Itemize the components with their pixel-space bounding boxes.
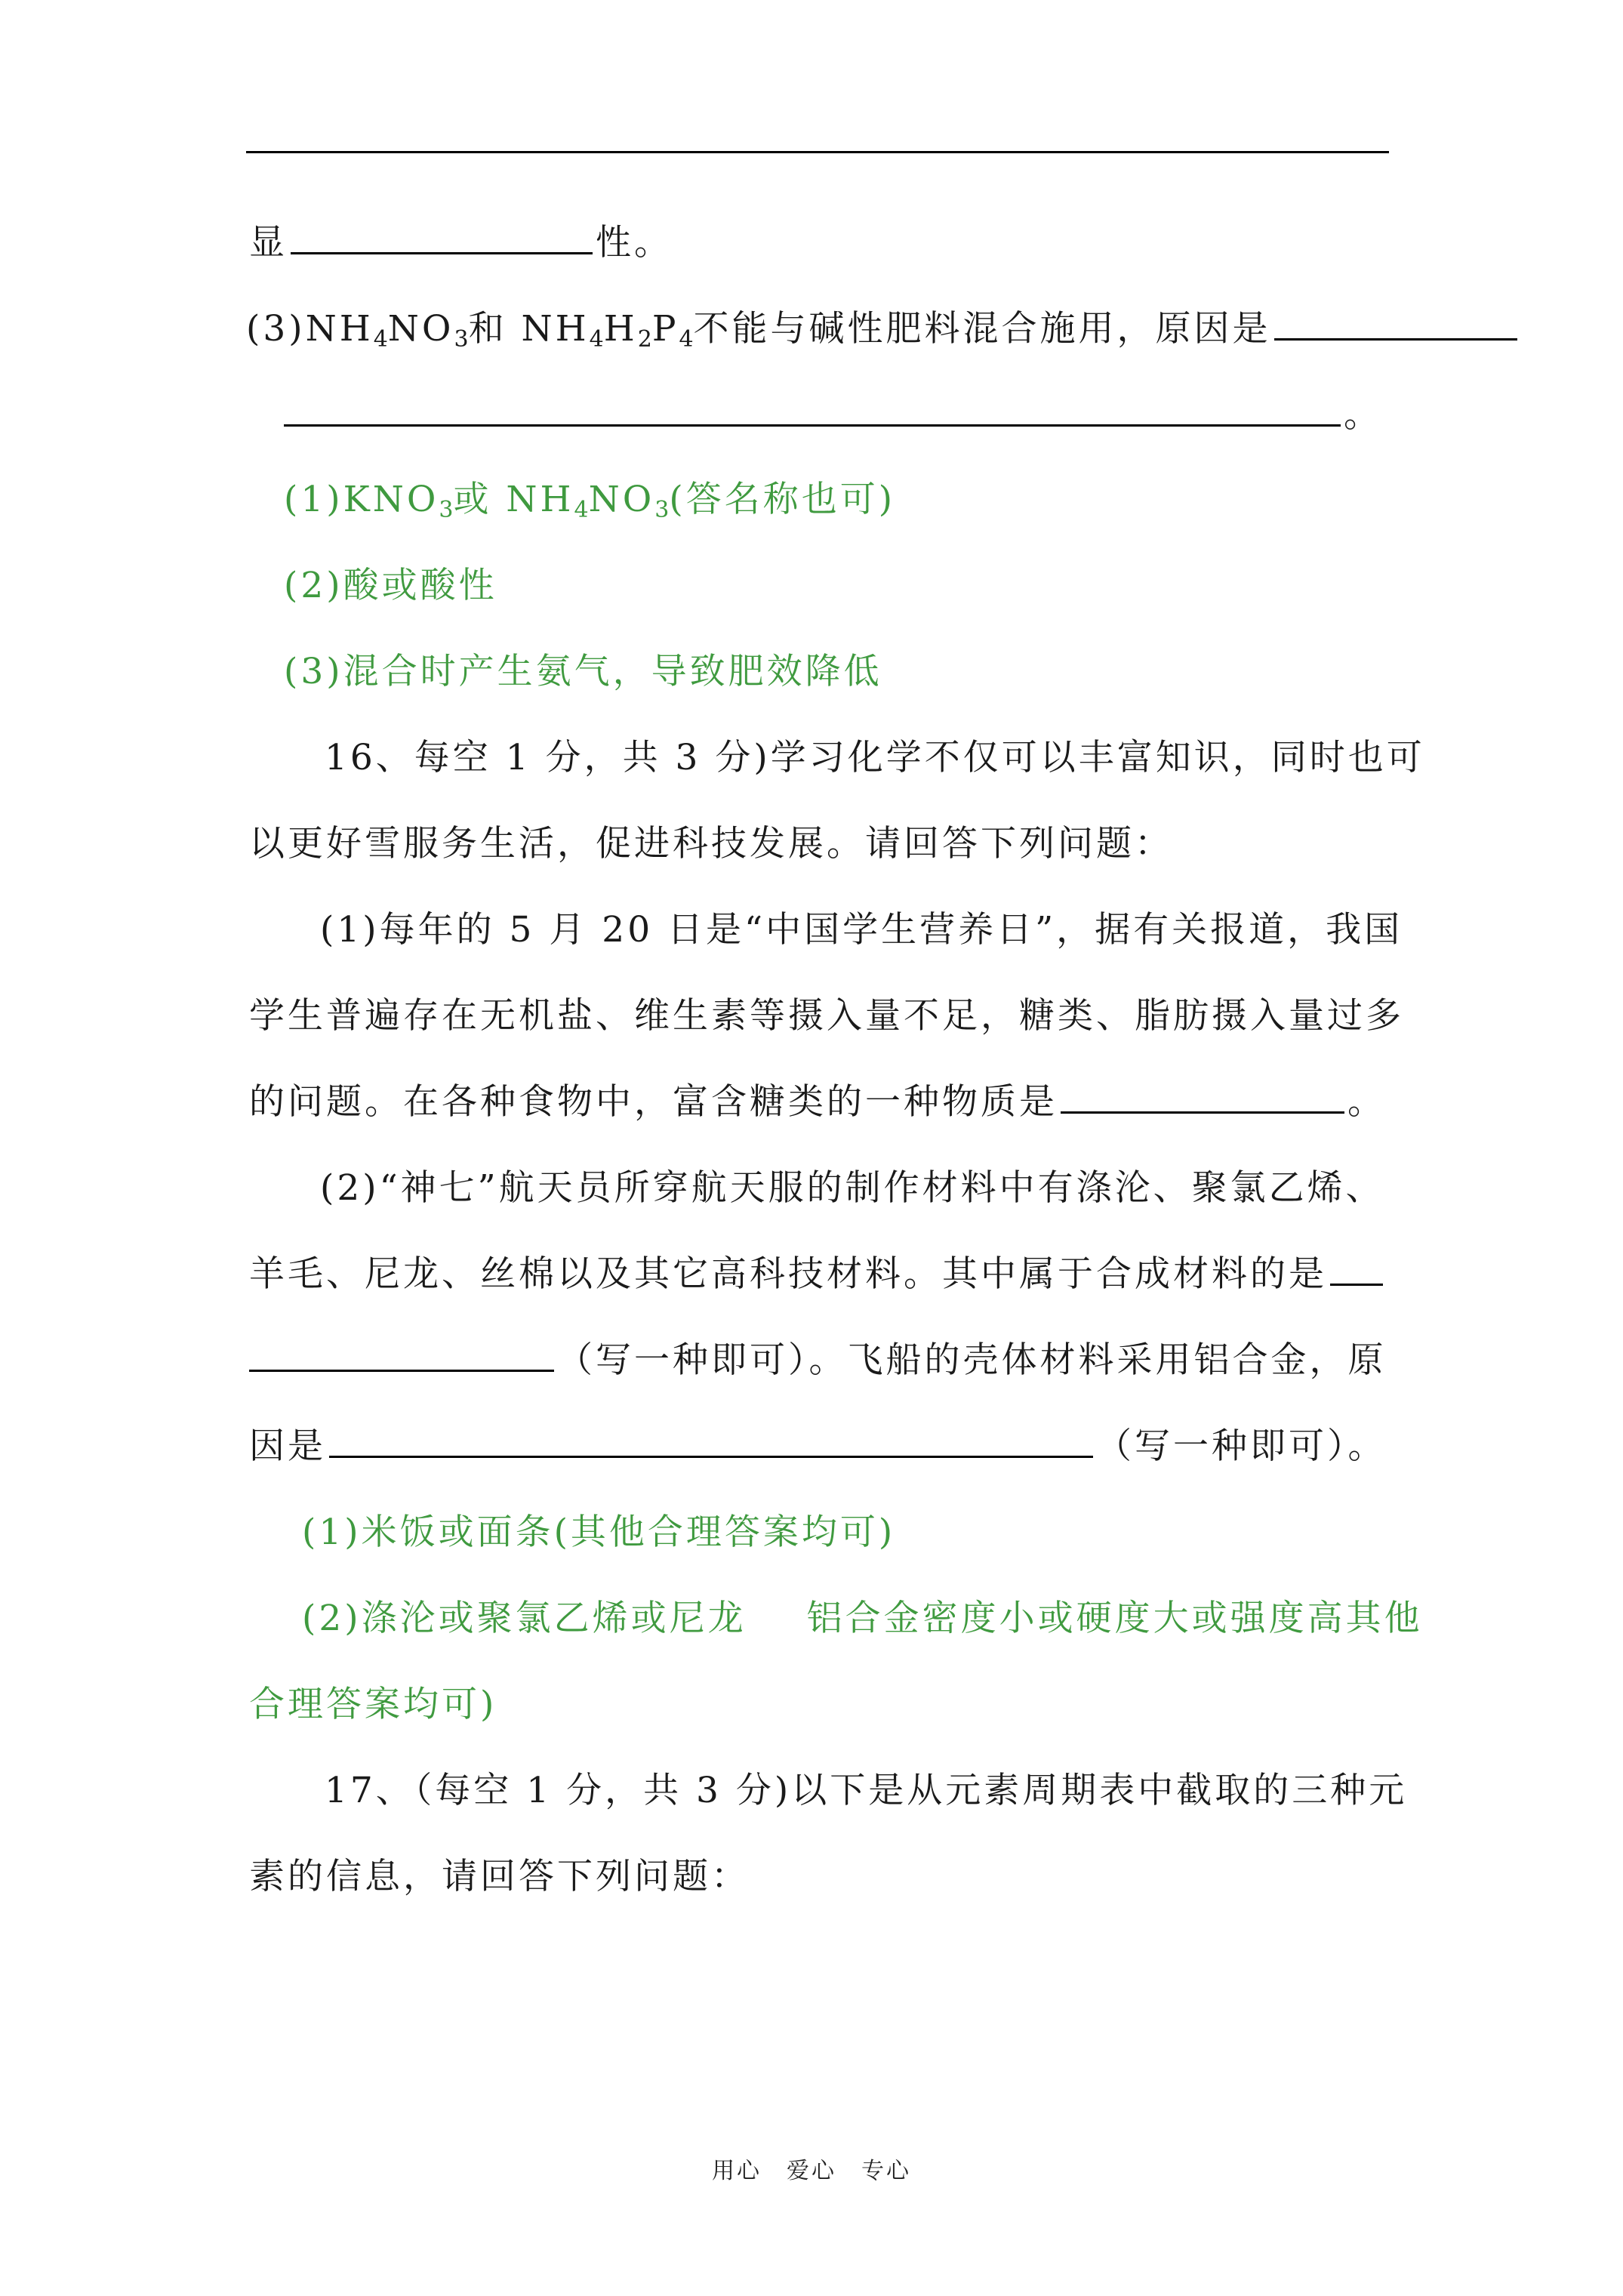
q15-line-2: $(3)NH_4NO_3$和 $NH_4H_2P_4$不能与碱性肥料混合施用，原因是 [246,299,1520,359]
q16-blank-2b[interactable] [249,1332,554,1372]
q16-blank-2a[interactable] [1330,1246,1383,1286]
q16-line-7: 羊毛、尼龙、丝棉以及其它高科技材料。其中属于合成材料的是 [249,1244,1386,1305]
q17-line-2: 素的信息，请回答下列问题： [249,1856,750,1897]
q16-line-6: (2)“神七”航天员所穿航天服的制作材料中有涤沦、聚氯乙烯、 [320,1167,1384,1209]
header-rule [246,151,1389,153]
q15-answer-2: (2)酸或酸性 [284,565,497,606]
q16-blank-1[interactable] [1061,1074,1344,1114]
q16-line-5: 的问题。在各种食物中，富含糖类的一种物质是 。 [249,1072,1386,1133]
q16-line-8: （写一种即可）。飞船的壳体材料采用铝合金，原 [249,1330,1387,1391]
q16-line-3: (1)每年的 5 月 20 日是“中国学生营养日”，据有关报道，我国 [320,909,1403,951]
q15-blank-3a[interactable] [1274,300,1517,341]
q17-line-1: 17、（每空 1 分，共 3 分)以下是从元素周期表中截取的三种元 [325,1770,1408,1811]
q15-answer-3: (3)混合时产生氨气，导致肥效降低 [284,651,882,692]
q15-blank-2[interactable] [291,214,593,254]
q15-line-3: 。 [284,385,1382,445]
q16-line-9: 因是 （写一种即可）。 [249,1416,1387,1477]
q15-line-1: 显 性。 [249,213,673,273]
q16-blank-3[interactable] [329,1418,1093,1458]
q16-line-1: 16、每空 1 分，共 3 分)学习化学不仅可以丰富知识，同时也可 [325,737,1425,778]
q15-answer-1: $(1)KNO_3$或 $NH_4NO_3$(答名称也可) [284,479,896,523]
page-footer: 用心 爱心 专心 [712,2158,911,2184]
q15-blank-3b[interactable] [284,387,1341,427]
q16-line-2: 以更好雪服务生活，促进科技发展。请回答下列问题： [249,823,1173,864]
q16-answer-2: (2)涤沦或聚氯乙烯或尼龙 铝合金密度小或硬度大或强度高其他 [302,1598,1423,1639]
q16-line-4: 学生普遍存在无机盐、维生素等摄入量不足，糖类、脂肪摄入量过多 [249,995,1404,1037]
q16-answer-2-cont: 合理答案均可) [249,1684,497,1725]
q16-answer-1: (1)米饭或面条(其他合理答案均可) [302,1512,896,1553]
